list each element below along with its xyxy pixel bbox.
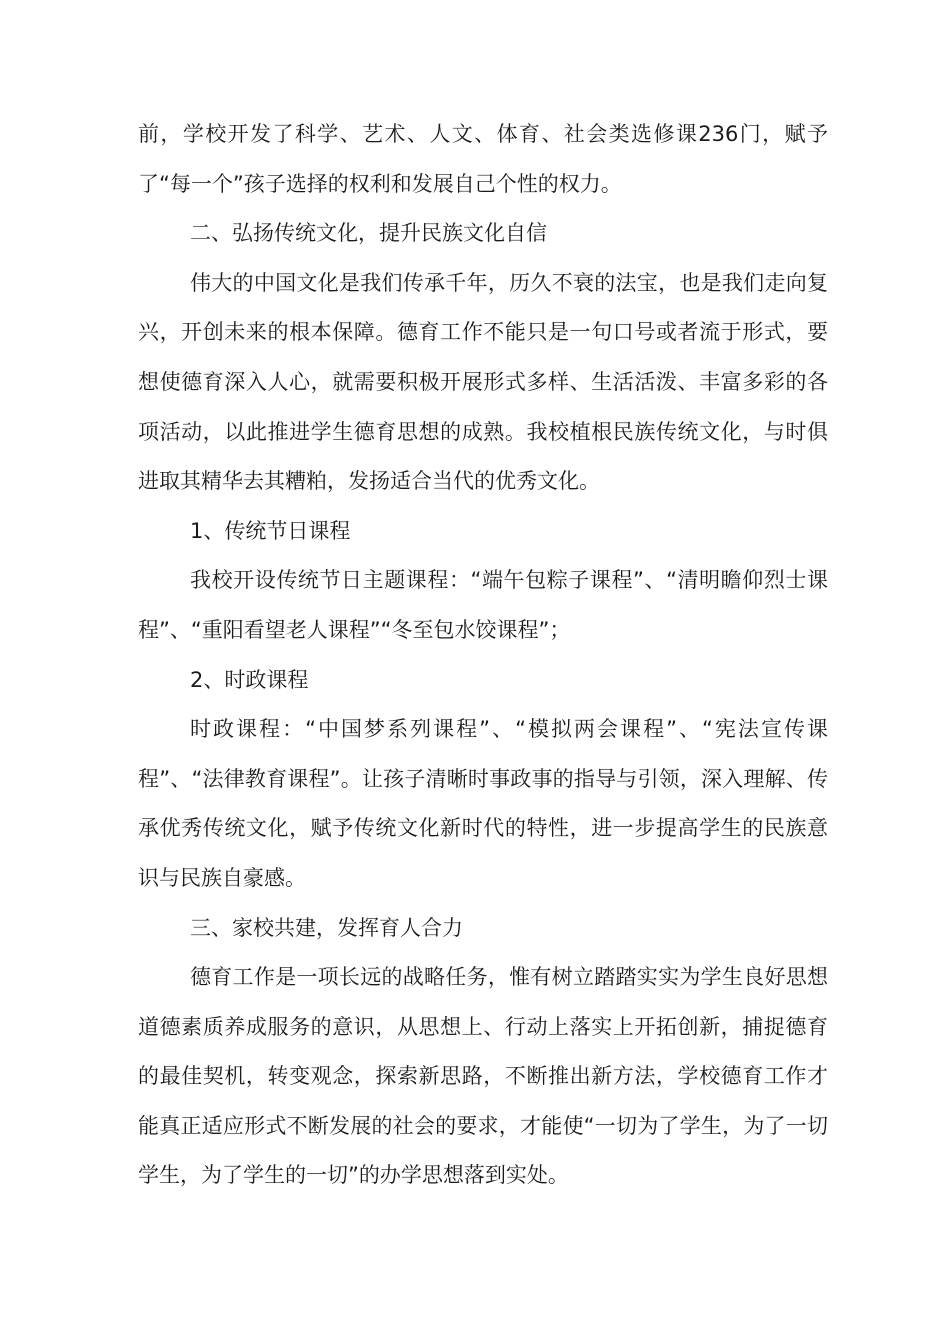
- paragraph: 时政课程：“中国梦系列课程”、“模拟两会课程”、“宪法宣传课程”、“法律教育课程”。让孩子清晰时事政事的指导与引领，深入理解、传承优秀传统文化，赋予传统文化新时代的特性，进一步提高学生的民族意识与民族自豪感。: [138, 717, 828, 890]
- paragraph: 伟大的中国文化是我们传承千年，历久不衰的法宝，也是我们走向复兴，开创未来的根本保障。德育工作不能只是一句口号或者流于形式，要想使德育深入人心，就需要积极开展形式多样、生活活泼、丰富多彩的各项活动，以此推进学生德育思想的成熟。我校植根民族传统文化，与时俱进取其精华去其糟粕，发扬适合当代的优秀文化。: [138, 270, 828, 494]
- paragraph: 我校开设传统节日主题课程：“端午包粽子课程”、“清明瞻仰烈士课程”、“重阳看望老人课程”“冬至包水饺课程”；: [138, 568, 828, 642]
- section-heading-3: 三、家校共建，发挥育人合力: [190, 915, 463, 940]
- paragraph: 德育工作是一项长远的战略任务，惟有树立踏踏实实为学生良好思想道德素质养成服务的意识，从思想上、行动上落实上开拓创新，捕捉德育的最佳契机，转变观念，探索新思路，不断推出新方法，学校德育工作才能真正适应形式不断发展的社会的要求，才能使“一切为了学生，为了一切学生，为了学生的一切”的办学思想落到实处。: [138, 965, 828, 1188]
- subsection-heading-2: 2、时政课程: [190, 667, 309, 692]
- document-body: [138, 110, 828, 1201]
- paragraph-continuation: 前，学校开发了科学、艺术、人文、体育、社会类选修课236门，赋予了“每一个”孩子选择的权利和发展自己个性的权力。: [138, 122, 828, 196]
- section-heading-2: 二、弘扬传统文化，提升民族文化自信: [190, 221, 547, 246]
- subsection-heading-1: 1、传统节日课程: [190, 518, 351, 543]
